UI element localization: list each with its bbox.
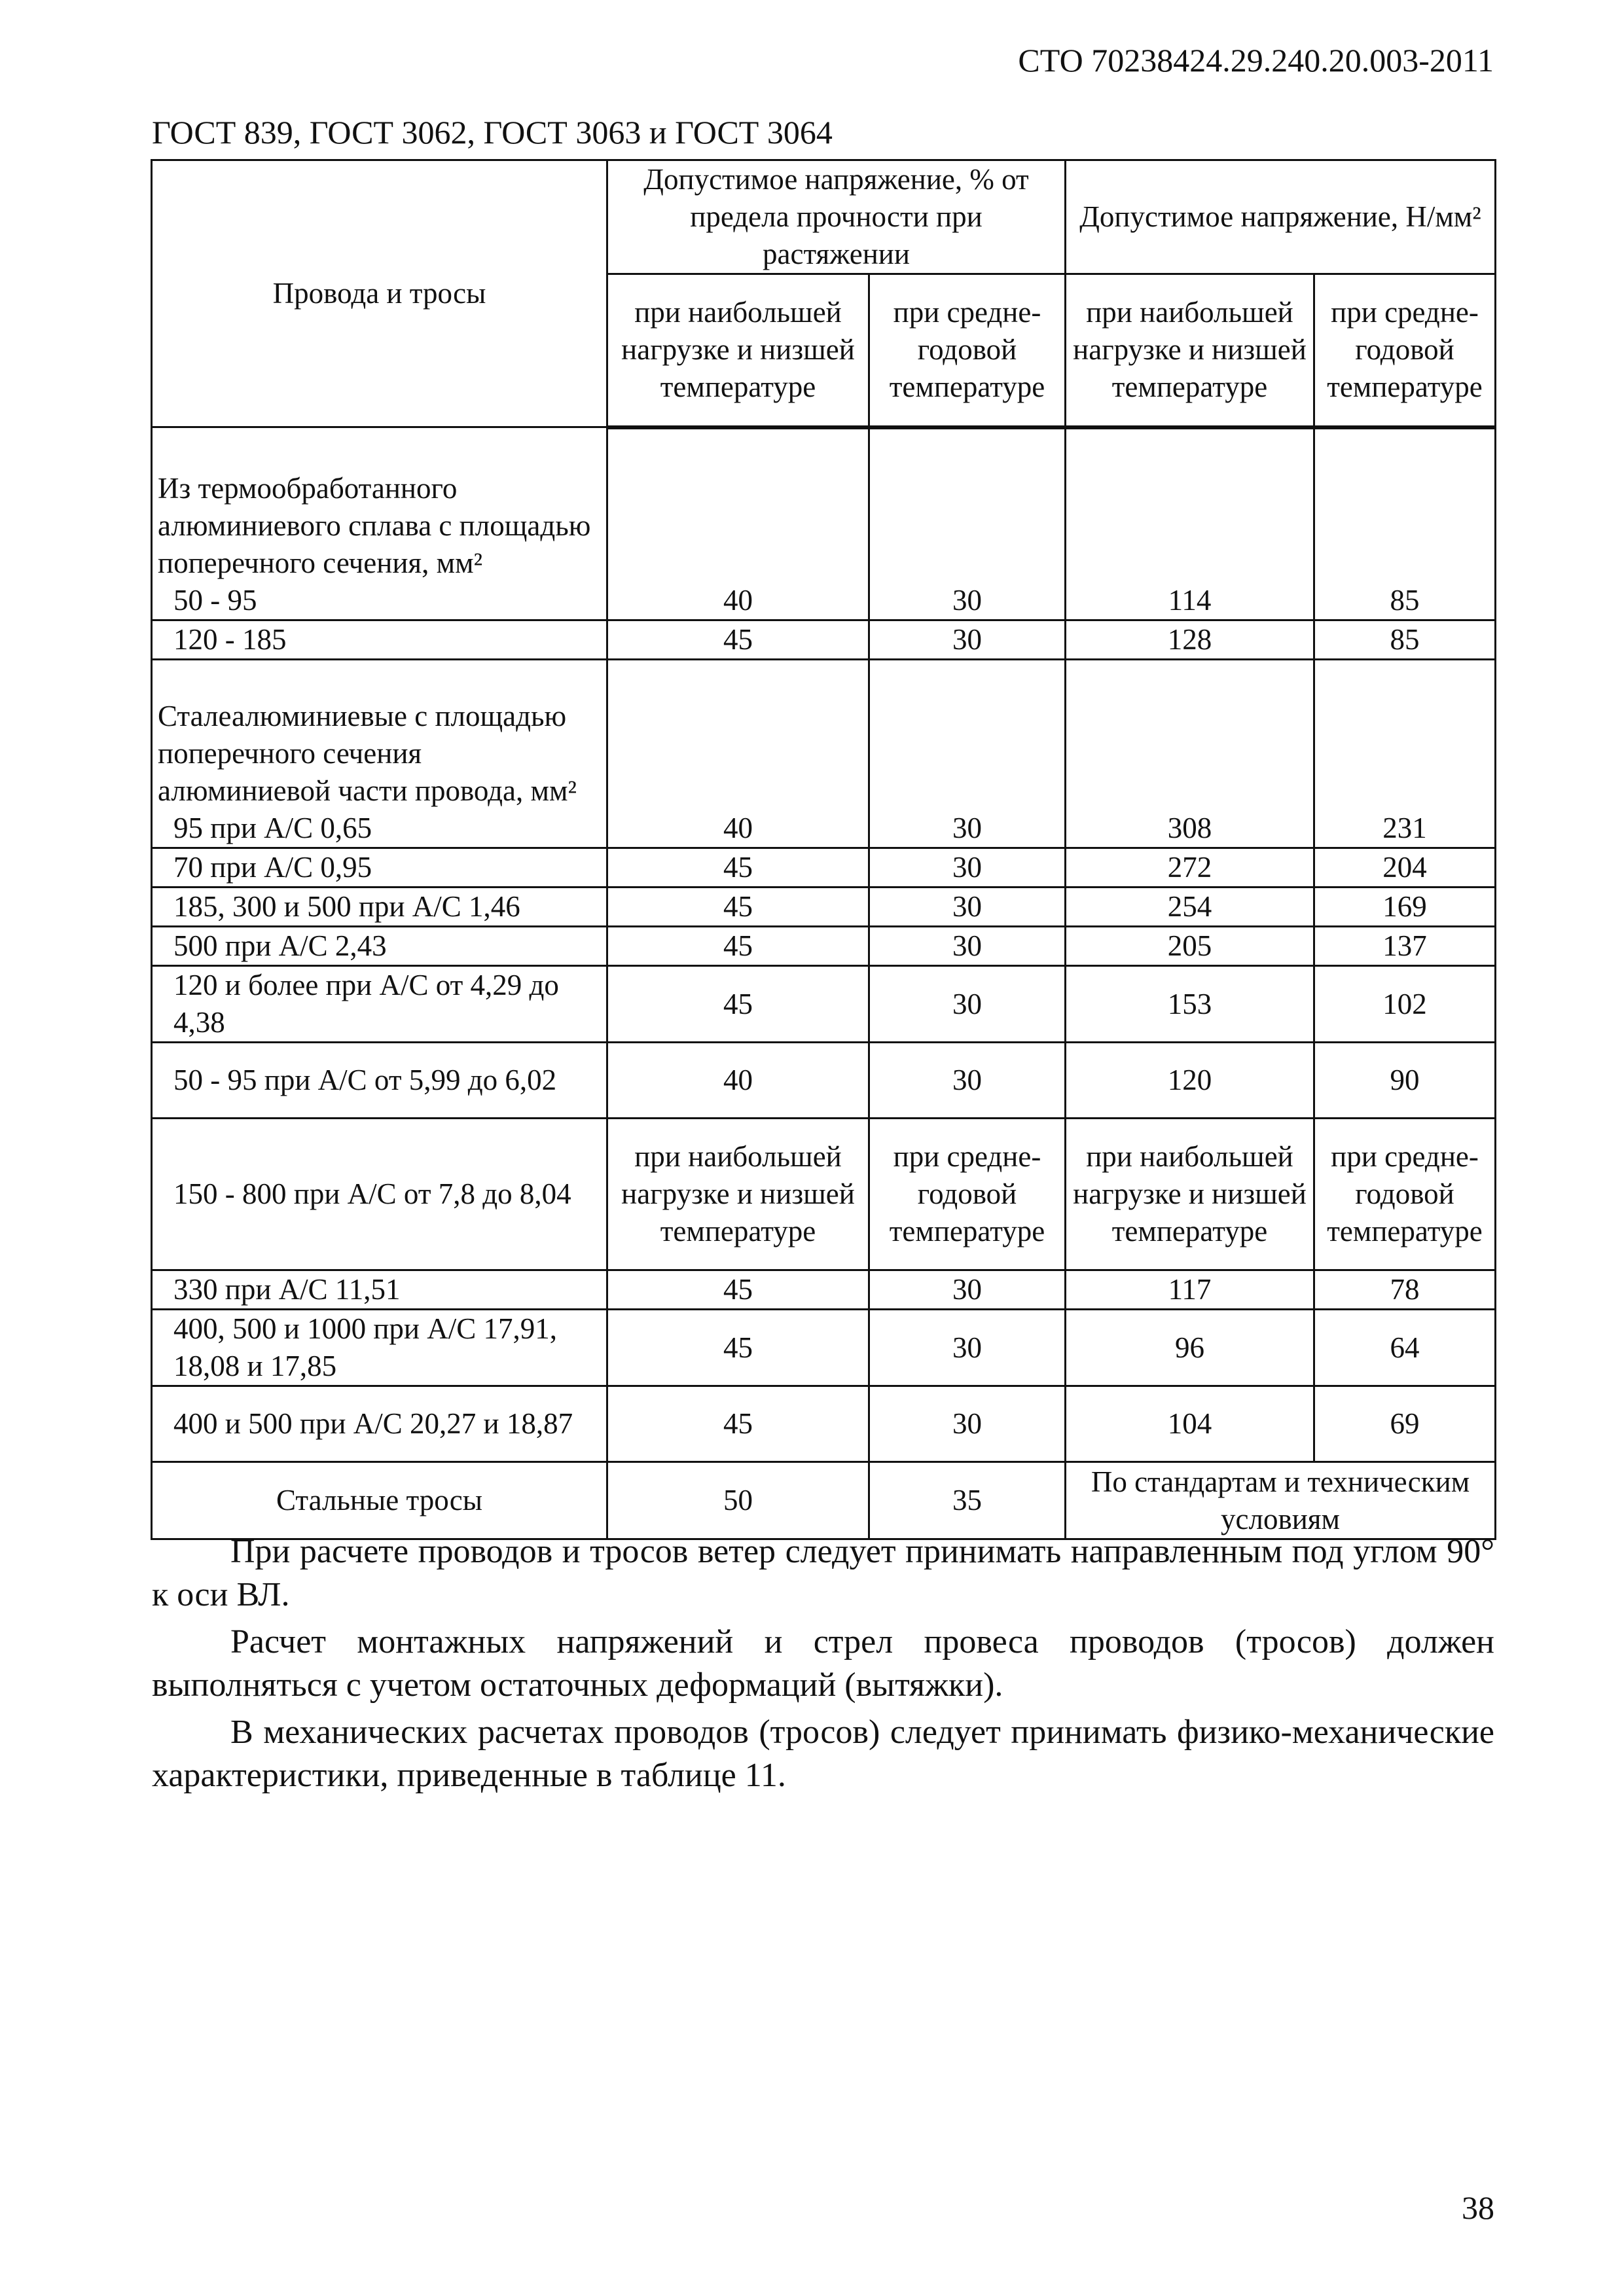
cell-value: 45 [607,1310,869,1386]
cell-value: 254 [1066,888,1314,927]
cell-value: 117 [1066,1270,1314,1310]
table-row [152,1386,1496,1462]
table-row [152,927,1496,966]
row-label-steel-cables: Стальные тросы [152,1462,607,1539]
cell-value: 128 [1066,620,1314,660]
table-row [152,1462,1496,1539]
cell-value: 64 [1314,1310,1496,1386]
cell-value: 30 [869,620,1066,660]
subheader-annual-avg: при средне-годовой температуре [869,274,1066,427]
cell-value: 85 [1314,427,1496,620]
table-row [152,1310,1496,1386]
cell-value: 40 [607,660,869,848]
section-aluminum-alloy [152,427,607,620]
cell-value: 153 [1066,966,1314,1043]
subheader-max-load: при наибольшей нагрузке и низшей температуре [1066,274,1314,427]
table-row [152,1119,1496,1270]
gost-reference-line: ГОСТ 839, ГОСТ 3062, ГОСТ 3063 и ГОСТ 3064 [152,114,833,151]
cell-value: 69 [1314,1386,1496,1462]
section-title: Сталеалюминиевые с площадью поперечного сечения алюминиевой части провода, мм² [158,700,577,807]
cell-value: 90 [1314,1043,1496,1119]
table-row [152,888,1496,927]
subheader-annual-avg: при средне-годовой температуре [1314,1119,1496,1270]
page-number: 38 [1462,2189,1494,2226]
row-label: 185, 300 и 500 при А/С 1,46 [152,888,607,927]
row-label: 70 при А/С 0,95 [152,848,607,888]
cell-value: 85 [1314,620,1496,660]
cell-value: 104 [1066,1386,1314,1462]
section-steel-aluminum [152,660,607,848]
cell-value: 204 [1314,848,1496,888]
subheader-annual-avg: при средне-годовой температуре [1314,274,1496,427]
subheader-max-load: при наибольшей нагрузке и низшей температуре [1066,1119,1314,1270]
row-label: 95 при А/С 0,65 [173,812,372,844]
row-label: 120 и более при А/С от 4,29 до 4,38 [152,966,607,1043]
subheader-annual-avg: при средне-годовой температуре [869,1119,1066,1270]
cell-value: 30 [869,427,1066,620]
row-label: 500 при А/С 2,43 [152,927,607,966]
cell-value: 231 [1314,660,1496,848]
allowable-stress-table [151,159,1496,1540]
row-label: 120 - 185 [152,620,607,660]
cell-value: 45 [607,1270,869,1310]
cell-value: 30 [869,888,1066,927]
row-label: 50 - 95 при А/С от 5,99 до 6,02 [152,1043,607,1119]
section-title: Из термообработанного алюминиевого сплава с площадью поперечного сечения, мм² [158,472,591,579]
row-label: 400 и 500 при А/С 20,27 и 18,87 [152,1386,607,1462]
header-stress-nmm2: Допустимое напряжение, Н/мм² [1066,160,1496,274]
paragraph-installation-stress: Расчет монтажных напряжений и стрел провеса проводов (тросов) должен выполняться с учетом остаточных деформаций (вытяжки). [152,1623,1494,1704]
cell-value: 205 [1066,927,1314,966]
header-stress-percent: Допустимое напряжение, % от предела прочности при растяжении [607,160,1066,274]
cell-value: 30 [869,848,1066,888]
cell-value: 272 [1066,848,1314,888]
cell-value: 308 [1066,660,1314,848]
cell-value: 40 [607,1043,869,1119]
cell-value: 120 [1066,1043,1314,1119]
header-wires-cables: Провода и тросы [152,160,607,427]
paragraph-wind-direction: При расчете проводов и тросов ветер следует принимать направленным под углом 90° к оси ВЛ. [152,1533,1494,1613]
table-row [152,848,1496,888]
row-label: 400, 500 и 1000 при А/С 17,91, 18,08 и 17,85 [152,1310,607,1386]
document-code: СТО 70238424.29.240.20.003-2011 [1018,42,1494,79]
cell-value: 78 [1314,1270,1496,1310]
cell-standards-note: По стандартам и техническим условиям [1066,1462,1496,1539]
cell-value: 45 [607,1386,869,1462]
cell-value: 30 [869,1043,1066,1119]
table-row [152,620,1496,660]
cell-value: 30 [869,966,1066,1043]
cell-value: 102 [1314,966,1496,1043]
table-row [152,1270,1496,1310]
cell-value: 30 [869,1310,1066,1386]
cell-value: 45 [607,966,869,1043]
paragraph-mechanical-characteristics: В механических расчетах проводов (тросов) следует принимать физико-механические характеристики, приведенные в таблице 11. [152,1713,1494,1794]
table-row [152,1043,1496,1119]
cell-value: 50 [607,1462,869,1539]
cell-value: 137 [1314,927,1496,966]
cell-value: 114 [1066,427,1314,620]
table-row [152,966,1496,1043]
cell-value: 30 [869,660,1066,848]
cell-value: 30 [869,1386,1066,1462]
subheader-max-load: при наибольшей нагрузке и низшей температуре [607,274,869,427]
cell-value: 30 [869,927,1066,966]
cell-value: 45 [607,927,869,966]
row-label: 330 при А/С 11,51 [152,1270,607,1310]
cell-value: 40 [607,427,869,620]
cell-value: 35 [869,1462,1066,1539]
cell-value: 169 [1314,888,1496,927]
subheader-max-load: при наибольшей нагрузке и низшей температуре [607,1119,869,1270]
cell-value: 45 [607,848,869,888]
cell-value: 96 [1066,1310,1314,1386]
cell-value: 45 [607,620,869,660]
cell-value: 30 [869,1270,1066,1310]
row-label: 50 - 95 [173,584,257,617]
cell-value: 45 [607,888,869,927]
row-label: 150 - 800 при А/С от 7,8 до 8,04 [152,1119,607,1270]
